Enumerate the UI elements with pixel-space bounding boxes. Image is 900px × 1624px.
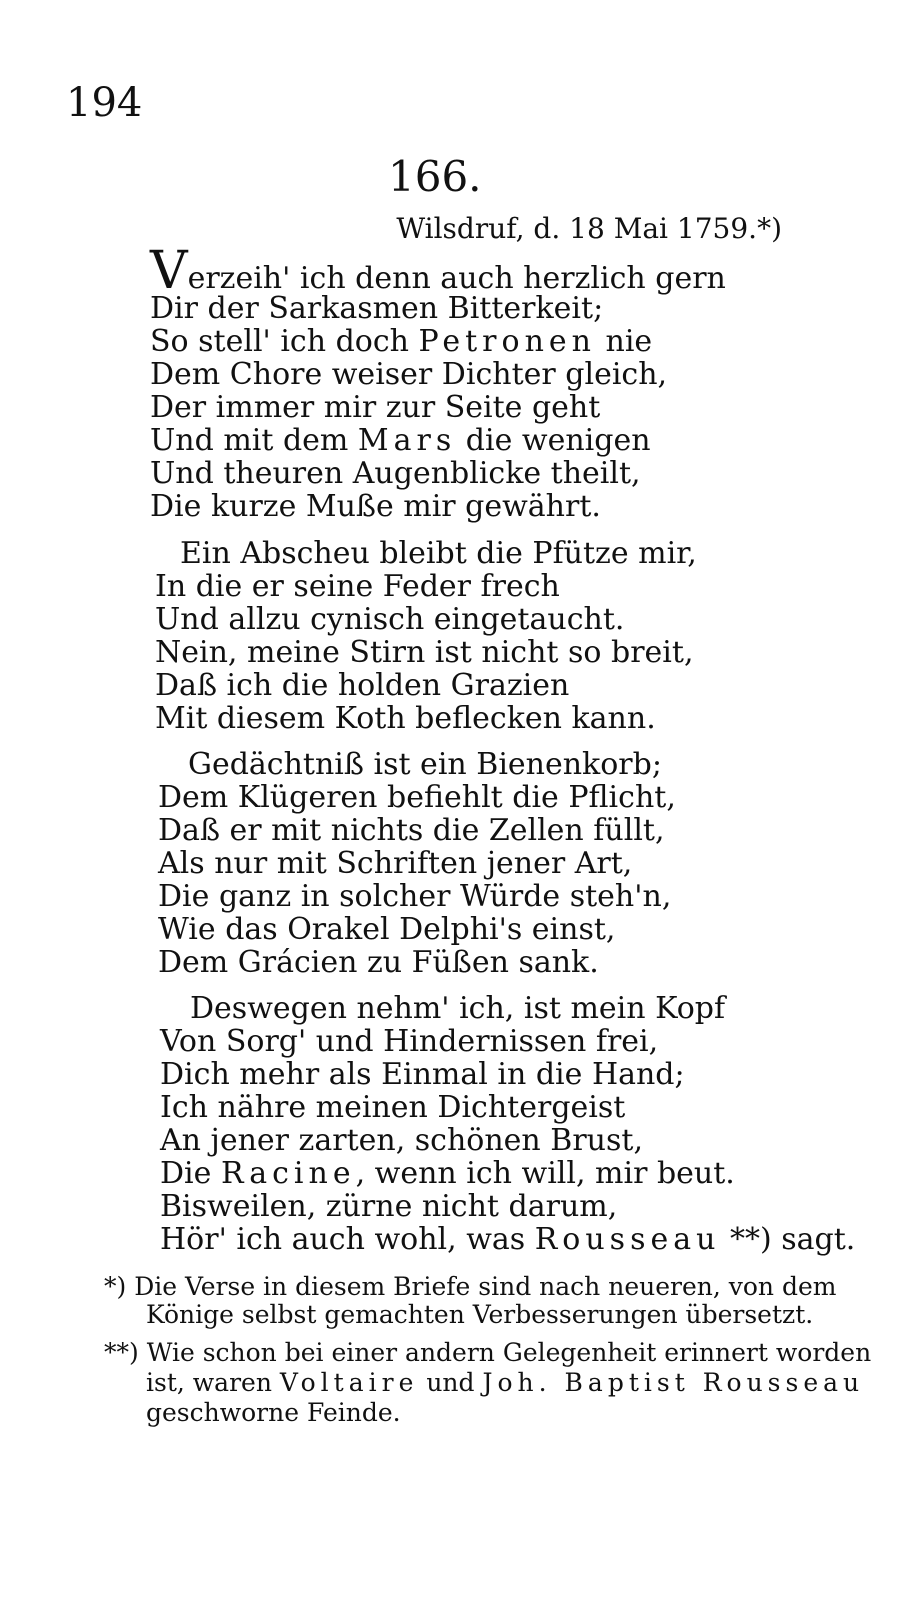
dropcap: V — [150, 241, 188, 301]
poem-line: Gedächtniß ist ein Bienenkorb; — [188, 747, 662, 782]
poem-line: Dem Chore weiser Dichter gleich, — [150, 357, 668, 392]
dateline: Wilsdruf, d. 18 Mai 1759.*) — [396, 212, 782, 245]
footnote-line: **) Wie schon bei einer andern Gelegenheit erinnert worden — [104, 1338, 872, 1367]
poem-line: Dem Klügeren befiehlt die Pflicht, — [158, 780, 676, 815]
poem-line: Als nur mit Schriften jener Art, — [158, 846, 633, 881]
poem-line: Hör' ich auch wohl, was Rousseau **) sagt. — [160, 1222, 856, 1257]
poem-line: Dem Grácien zu Füßen sank. — [158, 945, 599, 980]
footnote-line: Könige selbst gemachten Verbesserungen übersetzt. — [146, 1300, 814, 1329]
poem-line: Die Racine, wenn ich will, mir beut. — [160, 1156, 735, 1191]
poem-line: Verzeih' ich denn auch herzlich gern — [150, 241, 726, 301]
poem-line: Ich nähre meinen Dichtergeist — [160, 1090, 626, 1125]
letter-number: 166. — [388, 152, 482, 201]
poem-line: Der immer mir zur Seite geht — [150, 390, 601, 425]
poem-line: Und mit dem Mars die wenigen — [150, 423, 651, 458]
poem-line: So stell' ich doch Petronen nie — [150, 324, 653, 359]
poem-line: Dich mehr als Einmal in die Hand; — [160, 1057, 685, 1092]
poem-line: Ein Abscheu bleibt die Pfütze mir, — [180, 536, 697, 571]
poem-line: Daß er mit nichts die Zellen füllt, — [158, 813, 665, 848]
poem-line: Deswegen nehm' ich, ist mein Kopf — [190, 991, 726, 1026]
poem-line: Die ganz in solcher Würde steh'n, — [158, 879, 672, 914]
poem-line: Dir der Sarkasmen Bitterkeit; — [150, 291, 604, 326]
poem-line: Nein, meine Stirn ist nicht so breit, — [155, 635, 694, 670]
poem-line: Daß ich die holden Grazien — [155, 668, 570, 703]
footnote-line: geschworne Feinde. — [146, 1398, 401, 1427]
poem-line: Und allzu cynisch eingetaucht. — [155, 602, 625, 637]
poem-line: Wie das Orakel Delphi's einst, — [158, 912, 616, 947]
poem-line: An jener zarten, schönen Brust, — [160, 1123, 643, 1158]
poem-line: Und theuren Augenblicke theilt, — [150, 456, 641, 491]
footnote-line: *) Die Verse in diesem Briefe sind nach neueren, von dem — [104, 1272, 837, 1301]
poem-line: Die kurze Muße mir gewährt. — [150, 489, 601, 524]
page-number: 194 — [66, 80, 143, 126]
poem-line: Von Sorg' und Hindernissen frei, — [160, 1024, 659, 1059]
footnote-line: ist, waren Voltaire und Joh. Baptist Rousseau — [146, 1368, 865, 1397]
poem-line: Bisweilen, zürne nicht darum, — [160, 1189, 618, 1224]
poem-line: In die er seine Feder frech — [155, 569, 560, 604]
poem-line: Mit diesem Koth beflecken kann. — [155, 701, 656, 736]
